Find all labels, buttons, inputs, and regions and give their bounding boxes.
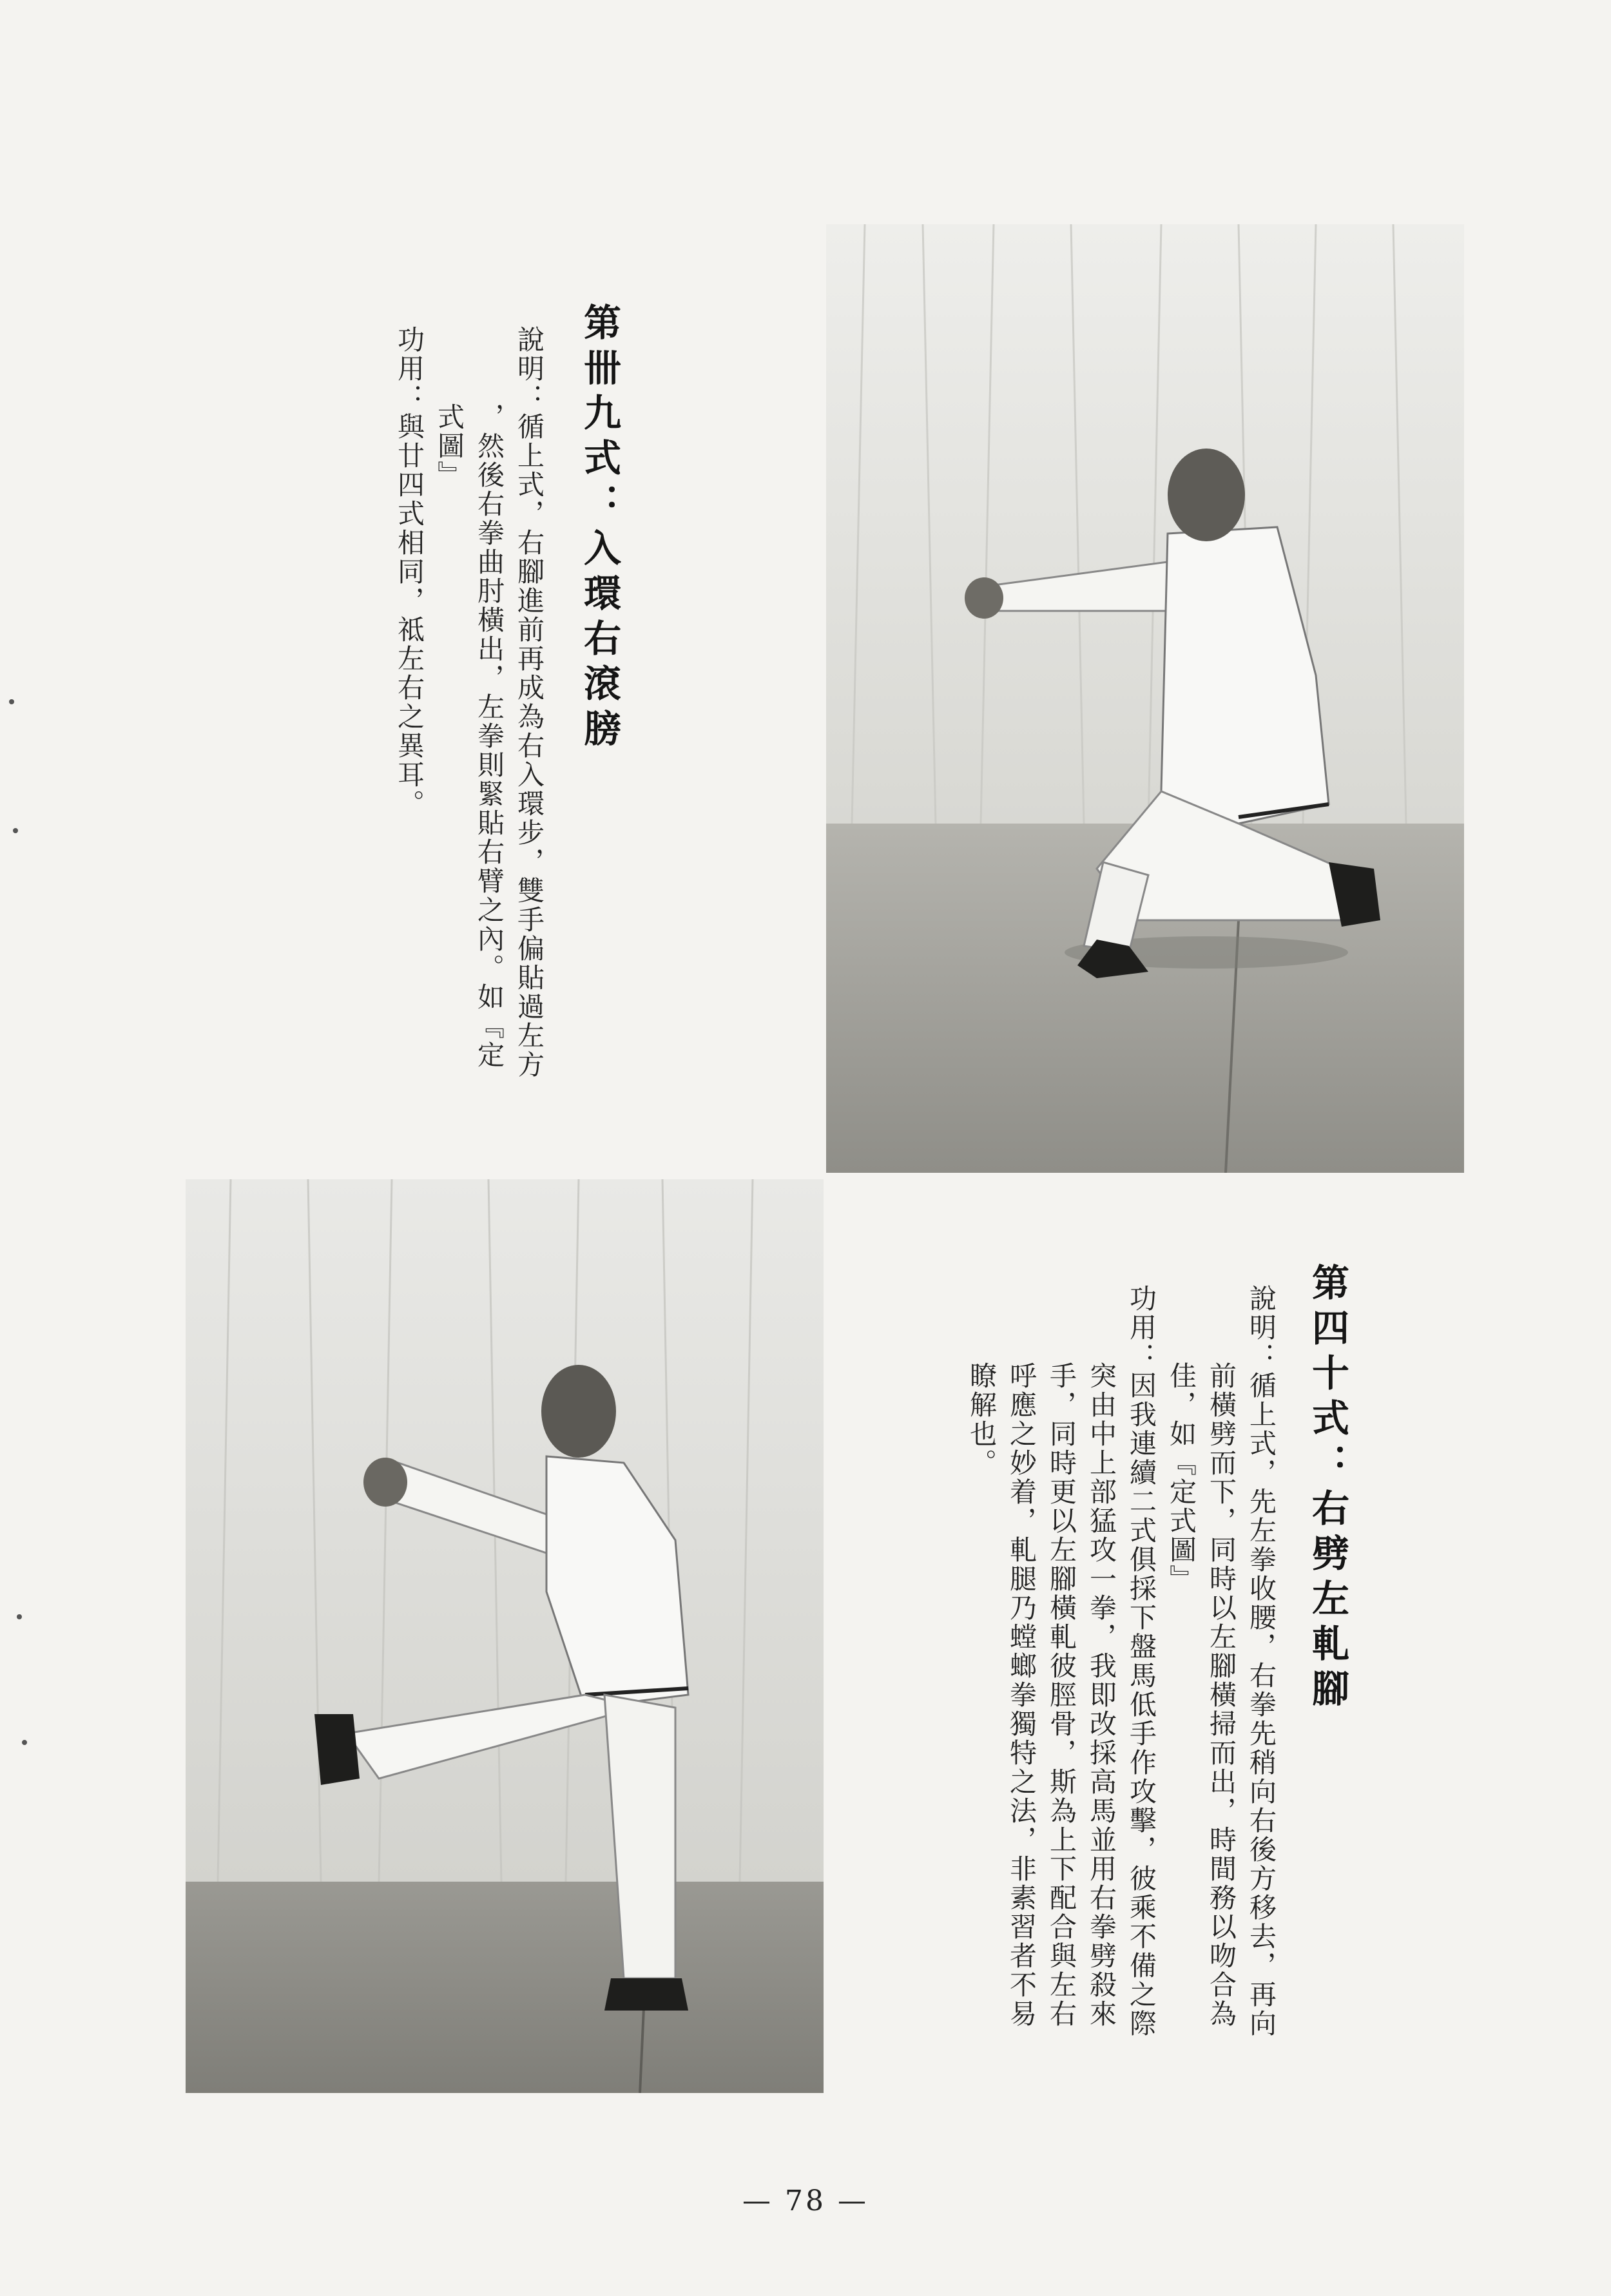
photo-entering-ring-stance <box>826 224 1464 1173</box>
section39-desc-label: 說明： <box>514 325 545 412</box>
section40-function <box>961 1362 1001 1478</box>
section40-description <box>1161 1362 1201 1594</box>
section40-description <box>1201 1362 1241 2029</box>
section39-desc-line: 式圖』 <box>434 403 465 490</box>
section40-func-line: 因我連續二式俱採下盤馬低手作攻擊，彼乘不備之際 <box>1126 1371 1157 2038</box>
photo-chop-sweep-kick <box>186 1179 824 2093</box>
binder-hole-mark <box>17 1614 22 1619</box>
section39-title: 第卌九式：入環右滾膀 <box>577 303 621 754</box>
section40-func-label: 功用： <box>1126 1284 1157 1371</box>
page-number: — 78 — <box>742 2185 869 2217</box>
section39-description <box>509 325 549 1079</box>
section39-func-label: 功用： <box>394 325 425 412</box>
section39-function <box>389 325 429 818</box>
section40-description <box>1241 1284 1281 2038</box>
section39-desc-line: ，然後右拳曲肘橫出，左拳則緊貼右臂之內。如『定 <box>474 403 505 1070</box>
section40-function <box>1041 1362 1081 2029</box>
section40-desc-line: 循上式，先左拳收腰，右拳先稍向右後方移去，再向 <box>1246 1371 1277 2038</box>
binder-hole-mark <box>9 699 14 704</box>
section40-desc-label: 說明： <box>1246 1284 1277 1371</box>
section39-description <box>429 403 469 490</box>
section40-title: 第四十式：右劈左軋腳 <box>1306 1263 1349 1714</box>
section40-desc-line: 佳，如『定式圖』 <box>1166 1362 1197 1594</box>
binder-hole-mark <box>13 828 18 833</box>
section40-func-line: 瞭解也。 <box>966 1362 998 1478</box>
section40-function <box>1001 1362 1041 2029</box>
binder-hole-mark <box>22 1740 27 1745</box>
section39-desc-line: 循上式，右腳進前再成為右入環步，雙手偏貼過左方 <box>514 412 545 1079</box>
section40-desc-line: 前橫劈而下，同時以左腳橫掃而出，時間務以吻合為 <box>1206 1362 1237 2029</box>
section40-func-line: 手，同時更以左腳橫軋彼脛骨，斯為上下配合與左右 <box>1046 1362 1077 2029</box>
section40-func-line: 突由中上部猛攻一拳，我即改採高馬並用右拳劈殺來 <box>1086 1362 1117 2029</box>
section39-description <box>469 403 509 1070</box>
section40-func-line: 呼應之妙着，軋腿乃螳螂拳獨特之法，非素習者不易 <box>1006 1362 1037 2029</box>
section39-func-line: 與廿四式相同，祗左右之異耳。 <box>394 412 425 818</box>
section40-function <box>1121 1284 1161 2038</box>
section40-function <box>1081 1362 1121 2029</box>
